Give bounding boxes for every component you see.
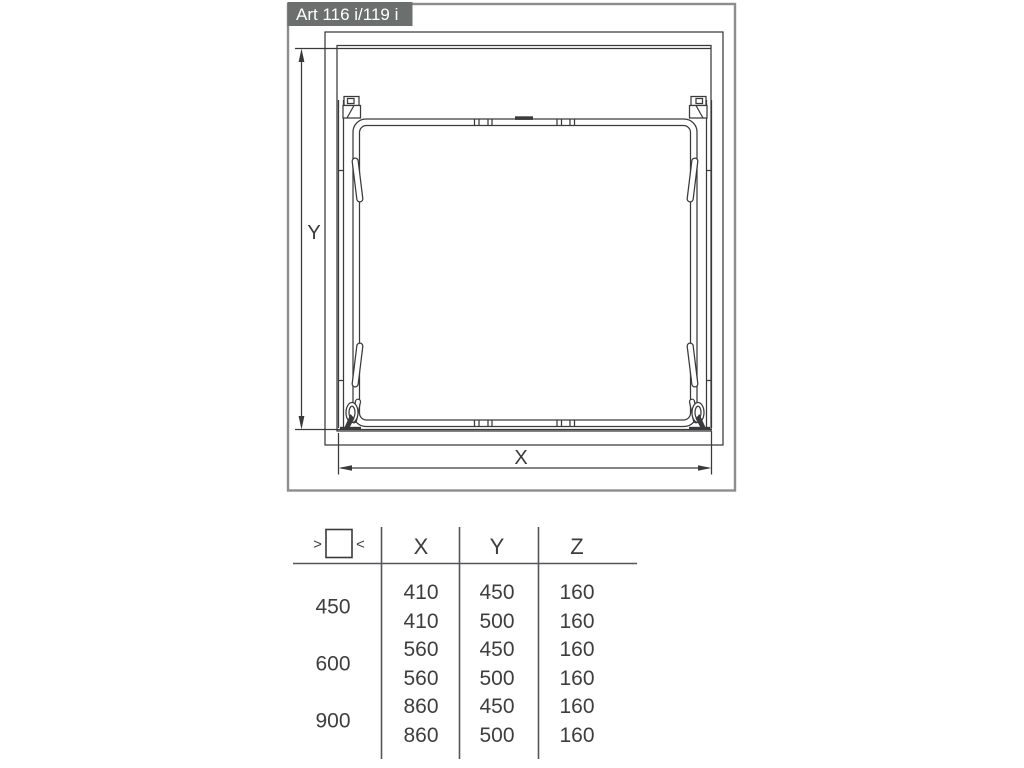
- svg-text:500: 500: [479, 610, 515, 633]
- group-label-450: 450: [315, 595, 351, 619]
- basket-tube: [353, 119, 697, 427]
- dimension-y-label: Y: [307, 222, 321, 244]
- title-badge: [288, 2, 413, 26]
- svg-text:560: 560: [403, 667, 439, 690]
- top-left-clip: [343, 97, 361, 119]
- table-row: [403, 610, 594, 633]
- table-row: [403, 638, 594, 661]
- svg-text:450: 450: [479, 581, 515, 604]
- table-header-x: X: [413, 534, 429, 559]
- svg-text:560: 560: [403, 638, 439, 661]
- width-arrow-left-icon: >: [313, 536, 322, 553]
- svg-text:160: 160: [559, 581, 595, 604]
- dimension-x-label: X: [514, 447, 528, 469]
- size-table: [293, 527, 637, 759]
- svg-text:410: 410: [403, 610, 439, 633]
- dimension-x-arrow-right: [698, 465, 712, 471]
- svg-text:160: 160: [559, 695, 595, 718]
- top-right-clip: [690, 97, 708, 119]
- table-row: [403, 724, 594, 747]
- cabinet-width-icon: [313, 530, 365, 558]
- dimension-y: [299, 49, 321, 430]
- group-label-900: 900: [315, 709, 351, 733]
- svg-text:860: 860: [403, 724, 439, 747]
- svg-text:160: 160: [559, 724, 595, 747]
- pullout-mechanism: [339, 97, 712, 430]
- width-arrow-right-icon: <: [356, 536, 365, 553]
- svg-text:160: 160: [559, 667, 595, 690]
- dimension-x-arrow-left: [339, 465, 353, 471]
- group-label-600: 600: [315, 652, 351, 676]
- table-header-z: Z: [570, 534, 584, 559]
- dimension-x: [339, 431, 712, 475]
- dimension-y-arrow-up: [299, 49, 305, 63]
- dimension-y-arrow-down: [299, 416, 305, 430]
- svg-text:160: 160: [559, 638, 595, 661]
- svg-text:410: 410: [403, 581, 439, 604]
- table-row: [403, 667, 594, 690]
- svg-text:450: 450: [479, 638, 515, 661]
- svg-text:160: 160: [559, 610, 595, 633]
- svg-text:500: 500: [479, 667, 515, 690]
- left-rail: [339, 100, 344, 428]
- svg-text:450: 450: [479, 695, 515, 718]
- product-title: Art 116 i/119 i: [296, 5, 399, 24]
- table-row: [403, 695, 594, 718]
- svg-text:860: 860: [403, 695, 439, 718]
- center-stop-mark: [515, 116, 533, 120]
- table-row: [403, 581, 594, 604]
- svg-text:500: 500: [479, 724, 515, 747]
- table-header-y: Y: [489, 534, 505, 559]
